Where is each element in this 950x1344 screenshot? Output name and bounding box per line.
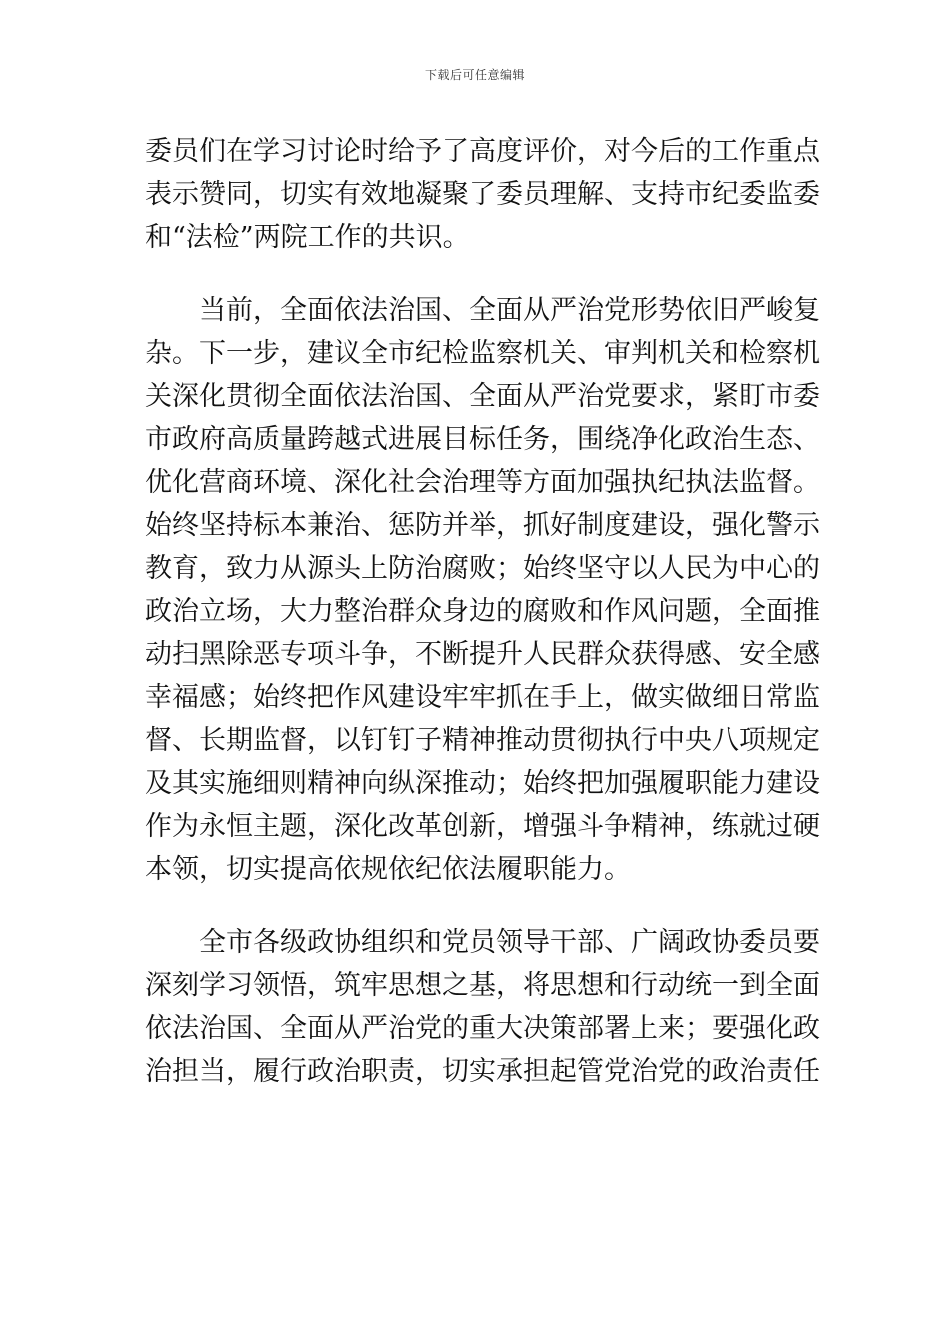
text-line: 表示赞同，切实有效地凝聚了委员理解、支持市纪委监委 — [145, 179, 820, 210]
text-line: 本领，切实提高依规依纪依法履职能力。 — [145, 854, 631, 885]
text-line: 深刻学习领悟，筑牢思想之基，将思想和行动统一到全面 — [145, 970, 820, 1001]
text-line: 全市各级政协组织和党员领导干部、广阔政协委员要 — [199, 927, 820, 958]
paragraph-gap — [145, 259, 807, 289]
text-line: 政治立场，大力整治群众身边的腐败和作风问题，全面推 — [145, 596, 820, 627]
text-line: 始终坚持标本兼治、惩防并举，抓好制度建设，强化警示 — [145, 510, 820, 541]
paragraph-3 — [145, 921, 820, 1093]
paragraph-gap — [145, 891, 807, 921]
text-line: 关深化贯彻全面依法治国、全面从严治党要求，紧盯市委 — [145, 381, 820, 412]
text-line: 教育，致力从源头上防治腐败；始终坚守以人民为中心的 — [145, 553, 820, 584]
text-line: 幸福感；始终把作风建设牢牢抓在手上，做实做细日常监 — [145, 682, 820, 713]
text-line: 市政府高质量跨越式进展目标任务，围绕净化政治生态、 — [145, 424, 820, 455]
text-line: 动扫黑除恶专项斗争，不断提升人民群众获得感、安全感 — [145, 639, 820, 670]
text-line: 优化营商环境、深化社会治理等方面加强执纪执法监督。 — [145, 467, 820, 498]
text-line: 及其实施细则精神向纵深推动；始终把加强履职能力建设 — [145, 768, 820, 799]
text-line: 杂。下一步，建议全市纪检监察机关、审判机关和检察机 — [145, 338, 820, 369]
text-line: 当前，全面依法治国、全面从严治党形势依旧严峻复 — [199, 295, 820, 326]
paragraph-1 — [145, 130, 820, 259]
paragraph-2 — [145, 289, 820, 891]
text-line: 委员们在学习讨论时给予了高度评价，对今后的工作重点 — [145, 136, 820, 167]
text-line: 治担当，履行政治职责，切实承担起管党治党的政治责任 — [145, 1056, 820, 1087]
text-line: 督、长期监督，以钉钉子精神推动贯彻执行中央八项规定 — [145, 725, 820, 756]
header-note: 下载后可任意编辑 — [424, 68, 525, 82]
text-line: 作为永恒主题，深化改革创新，增强斗争精神，练就过硬 — [145, 811, 820, 842]
text-line: 依法治国、全面从严治党的重大决策部署上来；要强化政 — [145, 1013, 820, 1044]
text-line: 和“法检”两院工作的共识。 — [145, 222, 470, 253]
body-text — [145, 130, 820, 1093]
